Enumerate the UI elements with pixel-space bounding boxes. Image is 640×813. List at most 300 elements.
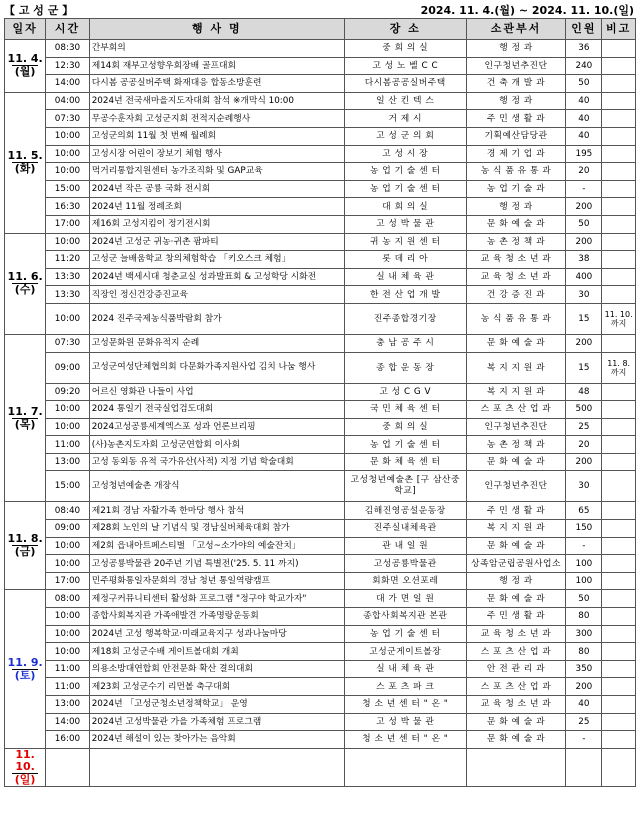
date-label: 11. 7.	[7, 404, 43, 418]
table-row	[5, 233, 636, 251]
note-cell	[602, 471, 636, 502]
count-cell: 150	[566, 520, 602, 538]
place-cell: 귀 농 지 원 센 터	[344, 233, 466, 251]
dept-cell: 농 식 품 유 통 과	[466, 163, 566, 181]
dept-cell: 교 육 청 소 년 과	[466, 625, 566, 643]
event-cell: 고성문화원 문화유적지 순례	[89, 334, 344, 352]
dept-cell: 농 촌 정 책 과	[466, 233, 566, 251]
event-cell: 2024고성공룡세계엑스포 성과 언론브리핑	[89, 418, 344, 436]
date-cell	[5, 748, 46, 786]
table-row	[5, 537, 636, 555]
event-cell: 2024년 작은 공룡 국화 전시회	[89, 180, 344, 198]
weekday-label: (수)	[14, 283, 36, 297]
table-row	[5, 678, 636, 696]
note-cell	[602, 383, 636, 401]
time-cell: 04:00	[46, 92, 89, 110]
schedule-body	[5, 40, 636, 787]
table-row	[5, 75, 636, 93]
event-cell	[89, 748, 344, 786]
note-cell	[602, 520, 636, 538]
dept-cell: 인구청년추진단	[466, 471, 566, 502]
note-cell	[602, 643, 636, 661]
note-cell	[602, 660, 636, 678]
time-cell	[46, 748, 89, 786]
note-cell	[602, 40, 636, 58]
event-cell: 2024 통일기 전국실업검도대회	[89, 401, 344, 419]
col-note: 비고	[602, 19, 636, 40]
time-cell: 11:00	[46, 660, 89, 678]
weekday-label: (월)	[14, 65, 36, 79]
time-cell: 10:00	[46, 401, 89, 419]
time-cell: 10:00	[46, 233, 89, 251]
dept-cell: 복 지 지 원 과	[466, 383, 566, 401]
place-cell	[344, 748, 466, 786]
table-row	[5, 590, 636, 608]
time-cell: 15:00	[46, 180, 89, 198]
count-cell: 200	[566, 334, 602, 352]
weekday-label: (토)	[14, 668, 36, 682]
count-cell: 20	[566, 163, 602, 181]
place-cell: 고 성 군 의 회	[344, 127, 466, 145]
dept-cell: 상족암군립공원사업소	[466, 555, 566, 573]
time-cell: 17:00	[46, 572, 89, 590]
count-cell	[566, 748, 602, 786]
time-cell: 11:00	[46, 436, 89, 454]
date-cell	[5, 92, 46, 233]
place-cell: 고성공룡박물관	[344, 555, 466, 573]
date-label: 11. 6.	[7, 270, 43, 284]
count-cell: 200	[566, 233, 602, 251]
note-cell	[602, 145, 636, 163]
table-row	[5, 453, 636, 471]
table-row	[5, 502, 636, 520]
table-row	[5, 198, 636, 216]
dept-cell: 복 지 지 원 과	[466, 520, 566, 538]
place-cell: 일 산 킨 텍 스	[344, 92, 466, 110]
schedule-header	[4, 2, 636, 16]
time-cell: 10:00	[46, 555, 89, 573]
dept-cell: 인구청년추진단	[466, 57, 566, 75]
event-cell: 2024년 고성군 귀농·귀촌 팜파티	[89, 233, 344, 251]
time-cell: 09:00	[46, 352, 89, 383]
table-row	[5, 127, 636, 145]
note-cell	[602, 110, 636, 128]
time-cell: 11:00	[46, 678, 89, 696]
note-cell	[602, 608, 636, 626]
count-cell: 80	[566, 643, 602, 661]
count-cell: 20	[566, 436, 602, 454]
note-cell	[602, 731, 636, 749]
place-cell: 고 성 C G V	[344, 383, 466, 401]
time-cell: 13:30	[46, 286, 89, 304]
time-cell: 10:00	[46, 163, 89, 181]
time-cell: 16:00	[46, 731, 89, 749]
note-cell	[602, 696, 636, 714]
time-cell: 07:30	[46, 334, 89, 352]
event-cell: 제28회 노인의 날 기념식 및 경남실버체육대회 참가	[89, 520, 344, 538]
dept-cell: 행 정 과	[466, 92, 566, 110]
note-cell	[602, 537, 636, 555]
note-cell: 11. 8. 까지	[602, 352, 636, 383]
table-row	[5, 92, 636, 110]
table-row	[5, 145, 636, 163]
event-cell: 고성군여성단체협의회 다문화가족지원사업 김치 나눔 행사	[89, 352, 344, 383]
table-row	[5, 110, 636, 128]
date-cell	[5, 233, 46, 334]
note-cell	[602, 92, 636, 110]
date-cell	[5, 502, 46, 590]
count-cell: 36	[566, 40, 602, 58]
time-cell: 12:30	[46, 57, 89, 75]
time-cell: 10:00	[46, 303, 89, 334]
table-row	[5, 660, 636, 678]
note-cell	[602, 401, 636, 419]
table-row	[5, 696, 636, 714]
table-row	[5, 418, 636, 436]
time-cell: 17:00	[46, 215, 89, 233]
time-cell: 13:00	[46, 696, 89, 714]
time-cell: 10:00	[46, 418, 89, 436]
time-cell: 10:00	[46, 625, 89, 643]
event-cell: 무공수훈자회 고성군지회 전적지순례행사	[89, 110, 344, 128]
time-cell: 10:00	[46, 127, 89, 145]
place-cell: 고 성 노 벨 C C	[344, 57, 466, 75]
dept-cell: 문 화 예 술 과	[466, 453, 566, 471]
table-row	[5, 713, 636, 731]
count-cell: 30	[566, 471, 602, 502]
place-cell: 고 성 시 장	[344, 145, 466, 163]
count-cell: 350	[566, 660, 602, 678]
time-cell: 08:40	[46, 502, 89, 520]
event-cell: 2024년 「고성군청소년정책학교」 운영	[89, 696, 344, 714]
weekday-label: (화)	[14, 162, 36, 176]
note-cell	[602, 198, 636, 216]
dept-cell	[466, 748, 566, 786]
count-cell: 200	[566, 453, 602, 471]
count-cell: -	[566, 180, 602, 198]
event-cell: 제14회 재부고성향우회장배 골프대회	[89, 57, 344, 75]
table-row	[5, 163, 636, 181]
note-cell	[602, 57, 636, 75]
dept-cell: 문 화 예 술 과	[466, 537, 566, 555]
table-row	[5, 625, 636, 643]
dept-cell: 스 포 츠 산 업 과	[466, 678, 566, 696]
dept-cell: 문 화 예 술 과	[466, 215, 566, 233]
time-cell: 07:30	[46, 110, 89, 128]
event-cell: 먹거리통합지원센터 농가조직화 및 GAP교육	[89, 163, 344, 181]
count-cell: 40	[566, 110, 602, 128]
date-cell	[5, 334, 46, 502]
dept-cell: 안 전 관 리 과	[466, 660, 566, 678]
event-cell: 2024년 고성 행복학교·미래교육지구 성과나눔마당	[89, 625, 344, 643]
table-row	[5, 555, 636, 573]
count-cell: 30	[566, 286, 602, 304]
dept-cell: 스 포 츠 산 업 과	[466, 643, 566, 661]
place-cell: 농 업 기 술 센 터	[344, 625, 466, 643]
event-cell: 고성군의회 11월 첫 번째 월례회	[89, 127, 344, 145]
note-cell	[602, 453, 636, 471]
place-cell: 고성군게이트볼장	[344, 643, 466, 661]
dept-cell: 농 식 품 유 통 과	[466, 303, 566, 334]
place-cell: 회화면 오션포레	[344, 572, 466, 590]
time-cell: 10:00	[46, 145, 89, 163]
note-cell	[602, 334, 636, 352]
event-cell: 간부회의	[89, 40, 344, 58]
time-cell: 15:00	[46, 471, 89, 502]
place-cell: 종 합 운 동 장	[344, 352, 466, 383]
count-cell: 40	[566, 127, 602, 145]
place-cell: 다시봄공공실버주택	[344, 75, 466, 93]
dept-cell: 건 축 개 발 과	[466, 75, 566, 93]
event-cell: 제21회 경남 자활가족 한마당 행사 참석	[89, 502, 344, 520]
place-cell: 진주종합경기장	[344, 303, 466, 334]
count-cell: 100	[566, 555, 602, 573]
event-cell: 제정구커뮤니티센터 활성화 프로그램 "정구야 학교가자"	[89, 590, 344, 608]
dept-cell: 교 육 청 소 년 과	[466, 696, 566, 714]
dept-cell: 복 지 지 원 과	[466, 352, 566, 383]
event-cell: 어르신 영화관 나들이 사업	[89, 383, 344, 401]
event-cell: 종합사회복지관 가족애발견 가족명랑운동회	[89, 608, 344, 626]
dept-cell: 문 화 예 술 과	[466, 590, 566, 608]
event-cell: 2024년 11월 정례조회	[89, 198, 344, 216]
dept-cell: 문 화 예 술 과	[466, 713, 566, 731]
time-cell: 13:30	[46, 268, 89, 286]
table-row	[5, 180, 636, 198]
count-cell: 40	[566, 696, 602, 714]
place-cell: 문 화 체 육 센 터	[344, 453, 466, 471]
dept-cell: 경 제 기 업 과	[466, 145, 566, 163]
time-cell: 08:00	[46, 590, 89, 608]
count-cell: 25	[566, 713, 602, 731]
count-cell: 65	[566, 502, 602, 520]
table-row	[5, 40, 636, 58]
place-cell: 농 업 기 술 센 터	[344, 436, 466, 454]
time-cell: 11:20	[46, 251, 89, 269]
col-dept: 소관부서	[466, 19, 566, 40]
count-cell: 200	[566, 198, 602, 216]
count-cell: 300	[566, 625, 602, 643]
date-label: 11. 5.	[7, 149, 43, 163]
place-cell: 진주실내체육관	[344, 520, 466, 538]
count-cell: 400	[566, 268, 602, 286]
time-cell: 10:00	[46, 608, 89, 626]
time-cell: 14:00	[46, 713, 89, 731]
event-cell: (사)농촌지도자회 고성군연합회 이사회	[89, 436, 344, 454]
note-cell	[602, 163, 636, 181]
note-cell	[602, 555, 636, 573]
dept-cell: 주 민 생 활 과	[466, 110, 566, 128]
note-cell	[602, 268, 636, 286]
col-place: 장 소	[344, 19, 466, 40]
count-cell: -	[566, 537, 602, 555]
weekday-label: (일)	[14, 772, 36, 786]
note-cell	[602, 286, 636, 304]
note-cell	[602, 625, 636, 643]
note-cell	[602, 215, 636, 233]
place-cell: 한 전 산 업 개 발	[344, 286, 466, 304]
region-title: 【 고 성 군 】	[4, 4, 74, 17]
note-cell	[602, 75, 636, 93]
note-cell	[602, 572, 636, 590]
table-row	[5, 268, 636, 286]
event-cell: 의용소방대연합회 안전문화 확산 결의대회	[89, 660, 344, 678]
table-row	[5, 436, 636, 454]
dept-cell: 교 육 청 소 년 과	[466, 268, 566, 286]
count-cell: 50	[566, 215, 602, 233]
place-cell: 실 내 체 육 관	[344, 268, 466, 286]
note-cell	[602, 418, 636, 436]
event-cell: 고성 동외동 유적 국가유산(사적) 지정 기념 학술대회	[89, 453, 344, 471]
time-cell: 10:00	[46, 537, 89, 555]
place-cell: 국 민 체 육 센 터	[344, 401, 466, 419]
event-cell: 제18회 고성군수배 게이트볼대회 개최	[89, 643, 344, 661]
place-cell: 고성청년예술촌 [구 삼산중학교]	[344, 471, 466, 502]
count-cell: 240	[566, 57, 602, 75]
time-cell: 09:20	[46, 383, 89, 401]
time-cell: 16:30	[46, 198, 89, 216]
count-cell: 200	[566, 678, 602, 696]
place-cell: 고 성 박 물 관	[344, 713, 466, 731]
count-cell: 100	[566, 572, 602, 590]
schedule-period: 2024. 11. 4.(월) ~ 2024. 11. 10.(일)	[420, 4, 634, 17]
dept-cell: 인구청년추진단	[466, 418, 566, 436]
table-row	[5, 334, 636, 352]
count-cell: 48	[566, 383, 602, 401]
dept-cell: 스 포 츠 산 업 과	[466, 401, 566, 419]
dept-cell: 건 강 증 진 과	[466, 286, 566, 304]
table-row	[5, 731, 636, 749]
table-row	[5, 383, 636, 401]
place-cell: 중 회 의 실	[344, 40, 466, 58]
count-cell: 15	[566, 303, 602, 334]
event-cell: 2024년 고성박물관 가을 가족체험 프로그램	[89, 713, 344, 731]
table-row	[5, 471, 636, 502]
event-cell: 고성공룡박물관 20주년 기념 특별전('25. 5. 11 까지)	[89, 555, 344, 573]
time-cell: 10:00	[46, 643, 89, 661]
count-cell: 38	[566, 251, 602, 269]
table-row	[5, 748, 636, 786]
table-row	[5, 520, 636, 538]
event-cell: 직장인 정신건강증진교육	[89, 286, 344, 304]
count-cell: -	[566, 731, 602, 749]
place-cell: 충 남 공 주 시	[344, 334, 466, 352]
dept-cell: 농 업 기 술 과	[466, 180, 566, 198]
event-cell: 2024년 전국새마을지도자대회 참석 ※개막식 10:00	[89, 92, 344, 110]
table-row	[5, 286, 636, 304]
note-cell	[602, 127, 636, 145]
table-row	[5, 608, 636, 626]
place-cell: 중 회 의 실	[344, 418, 466, 436]
event-cell: 고성시장 어린이 장보기 체험 행사	[89, 145, 344, 163]
count-cell: 195	[566, 145, 602, 163]
event-cell: 제2회 읍내아트페스티벌 「고성~소가야의 예술잔치」	[89, 537, 344, 555]
event-cell: 제16회 고성지킴이 정기전시회	[89, 215, 344, 233]
count-cell: 80	[566, 608, 602, 626]
time-cell: 08:30	[46, 40, 89, 58]
event-cell: 다시봄 공공실버주택 화재대응 합동소방훈련	[89, 75, 344, 93]
dept-cell: 행 정 과	[466, 40, 566, 58]
dept-cell: 주 민 생 활 과	[466, 608, 566, 626]
count-cell: 50	[566, 590, 602, 608]
time-cell: 09:00	[46, 520, 89, 538]
date-label: 11. 8.	[7, 532, 43, 546]
table-row	[5, 303, 636, 334]
note-cell	[602, 590, 636, 608]
note-cell	[602, 713, 636, 731]
table-row	[5, 57, 636, 75]
place-cell: 청 소 년 센 터 " 온 "	[344, 731, 466, 749]
note-cell: 11. 10. 까지	[602, 303, 636, 334]
place-cell: 롯 데 리 아	[344, 251, 466, 269]
date-cell	[5, 40, 46, 93]
weekly-schedule-table	[4, 18, 636, 787]
date-label: 11. 4.	[7, 52, 43, 66]
dept-cell: 교 육 청 소 년 과	[466, 251, 566, 269]
date-label: 11. 9.	[7, 655, 43, 669]
event-cell: 고성군 늘배움학교 창의체험학습 「키오스크 체험」	[89, 251, 344, 269]
place-cell: 농 업 기 술 센 터	[344, 163, 466, 181]
event-cell: 고성청년예술촌 개장식	[89, 471, 344, 502]
count-cell: 50	[566, 75, 602, 93]
col-event: 행 사 명	[89, 19, 344, 40]
col-date: 일자	[5, 19, 46, 40]
place-cell: 관 내 일 원	[344, 537, 466, 555]
table-row	[5, 352, 636, 383]
place-cell: 거 제 시	[344, 110, 466, 128]
table-row	[5, 572, 636, 590]
count-cell: 40	[566, 92, 602, 110]
weekday-label: (목)	[14, 417, 36, 431]
place-cell: 실 내 체 육 관	[344, 660, 466, 678]
event-cell: 제23회 고성군수기 리먼볼 축구대회	[89, 678, 344, 696]
time-cell: 14:00	[46, 75, 89, 93]
table-row	[5, 643, 636, 661]
note-cell	[602, 502, 636, 520]
date-cell	[5, 590, 46, 748]
dept-cell: 농 촌 정 책 과	[466, 436, 566, 454]
event-cell: 2024년 해설이 있는 찾아가는 음악회	[89, 731, 344, 749]
place-cell: 스 포 츠 파 크	[344, 678, 466, 696]
weekday-label: (금)	[14, 545, 36, 559]
note-cell	[602, 748, 636, 786]
table-row	[5, 251, 636, 269]
note-cell	[602, 436, 636, 454]
count-cell: 25	[566, 418, 602, 436]
place-cell: 청 소 년 센 터 " 온 "	[344, 696, 466, 714]
dept-cell: 기획예산담당관	[466, 127, 566, 145]
dept-cell: 문 화 예 술 과	[466, 731, 566, 749]
table-row	[5, 215, 636, 233]
col-time: 시간	[46, 19, 89, 40]
dept-cell: 문 화 예 술 과	[466, 334, 566, 352]
col-count: 인원	[566, 19, 602, 40]
dept-cell: 행 정 과	[466, 198, 566, 216]
place-cell: 대 회 의 실	[344, 198, 466, 216]
event-cell: 2024년 백세시대 청춘교실 성과발표회 & 고성학당 시화전	[89, 268, 344, 286]
dept-cell: 주 민 생 활 과	[466, 502, 566, 520]
dept-cell: 행 정 과	[466, 572, 566, 590]
count-cell: 500	[566, 401, 602, 419]
place-cell: 대 가 면 일 원	[344, 590, 466, 608]
note-cell	[602, 180, 636, 198]
place-cell: 종합사회복지관 본관	[344, 608, 466, 626]
table-row	[5, 401, 636, 419]
place-cell: 김해진영공설운동장	[344, 502, 466, 520]
count-cell: 15	[566, 352, 602, 383]
place-cell: 고 성 박 물 관	[344, 215, 466, 233]
note-cell	[602, 678, 636, 696]
date-label: 11. 10.	[15, 748, 35, 773]
